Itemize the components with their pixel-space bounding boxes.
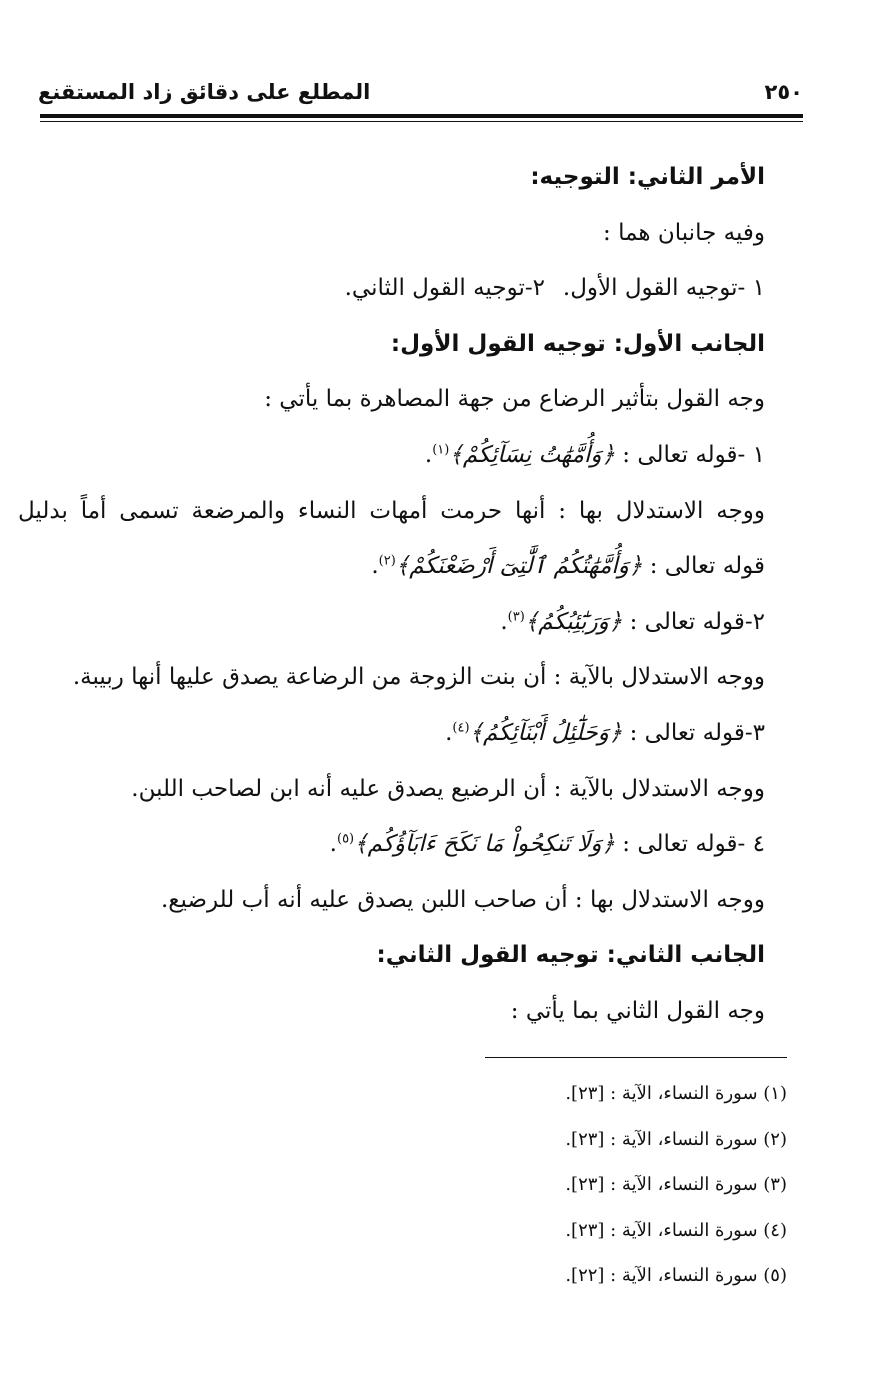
footnote-ref: (٤) — [452, 720, 470, 736]
footnote-ref: (١) — [432, 442, 450, 458]
quran-citation-line — [48, 706, 765, 762]
header-rule-thick — [40, 114, 803, 118]
footnote-item: (١) سورة النساء، الآية : [٢٣]. — [565, 1083, 787, 1104]
footnotes — [387, 1071, 787, 1299]
paragraph-line: ووجه الاستدلال بها : أنها حرمت أمهات النساء والمرضعة تسمى أماً بدليل — [18, 497, 765, 524]
quran-verse: ﴿وَلَا تَنكِحُواْ مَا نَكَحَ ءَابَآؤُكُم﴾ — [354, 831, 615, 858]
period: . — [329, 831, 337, 858]
quran-citation-line — [48, 817, 765, 873]
paragraph-line: ووجه الاستدلال بالآية : أن بنت الزوجة من الرضاعة يصدق عليها أنها ربيبة. — [72, 664, 765, 691]
enumeration-line — [48, 261, 765, 317]
quran-citation-line — [48, 428, 765, 484]
paragraph-line: وجه القول الثاني بما يأتي : — [510, 997, 765, 1024]
citation-label: ٣-قوله تعالى : — [622, 719, 765, 746]
section-heading: الأمر الثاني: التوجيه: — [530, 164, 765, 190]
citation-label: ٤ -قوله تعالى : — [614, 831, 765, 858]
period: . — [445, 719, 453, 746]
quran-citation-line — [48, 595, 765, 651]
running-header — [38, 76, 803, 116]
period: . — [500, 608, 508, 635]
paragraph-line: وجه القول بتأثير الرضاع من جهة المصاهرة بما يأتي : — [264, 386, 765, 413]
footnote-item: (٢) سورة النساء، الآية : [٢٣]. — [565, 1128, 787, 1150]
footnote-ref: (٥) — [336, 831, 355, 847]
quran-verse: ﴿وَرَبَٰٓئِبُكُمُ﴾ — [524, 608, 623, 635]
book-title: المطلع على دقائق زاد المستقنع — [38, 80, 371, 104]
main-text — [18, 150, 765, 1040]
footnote-item: (٣) سورة النساء، الآية : [٢٣]. — [565, 1174, 787, 1195]
quran-verse: ﴿وَأُمَّهَٰتُ نِسَآئِكُمْ﴾ — [449, 441, 615, 468]
footnote-divider — [485, 1057, 787, 1058]
footnote-ref: (٣) — [507, 609, 525, 625]
quran-verse: ﴿وَحَلَٰٓئِلُ أَبْنَآئِكُمُ﴾ — [469, 719, 623, 746]
citation-label: ٢-قوله تعالى : — [622, 608, 765, 635]
subsection-heading-2: الجانب الثاني: توجيه القول الثاني: — [376, 942, 765, 969]
citation-label: ١ -قوله تعالى : — [614, 441, 765, 468]
footnote-item: (٤) سورة النساء، الآية : [٢٣]. — [565, 1219, 787, 1241]
period: . — [424, 441, 433, 468]
page-number: ٢٥٠ — [764, 80, 803, 104]
paragraph-line: ووجه الاستدلال بها : أن صاحب اللبن يصدق عليه أنه أب للرضيع. — [160, 886, 765, 913]
quran-citation-line — [18, 539, 765, 595]
period: . — [371, 553, 379, 580]
paragraph-line: وفيه جانبان هما : — [603, 219, 765, 246]
citation-label: قوله تعالى : — [642, 553, 765, 580]
footnote-ref: (٢) — [378, 553, 396, 569]
subsection-heading-1: الجانب الأول: توجيه القول الأول: — [390, 330, 765, 357]
enum-item-1: ١ -توجيه القول الأول. — [562, 275, 765, 302]
enum-item-2: ٢-توجيه القول الثاني. — [344, 275, 545, 302]
header-rule-thin — [40, 121, 803, 122]
footnote-item: (٥) سورة النساء، الآية : [٢٢]. — [565, 1265, 787, 1286]
quran-verse: ﴿وَأُمَّهَٰتُكُمُ ٱلَّٰتِىٓ أَرْضَعْنَكُمْ﴾ — [395, 553, 643, 580]
paragraph-line: ووجه الاستدلال بالآية : أن الرضيع يصدق عليه أنه ابن لصاحب اللبن. — [131, 775, 765, 802]
